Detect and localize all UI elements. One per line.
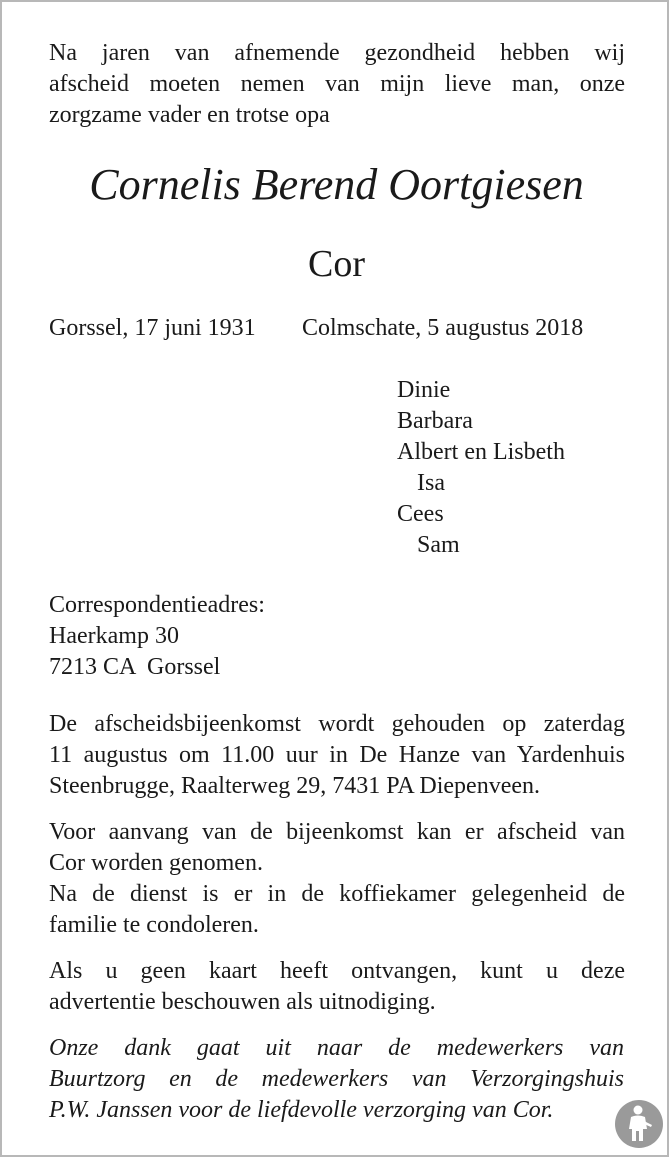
thanks-line: P.W. Janssen voor de liefdevolle verzorging van Cor. (49, 1097, 554, 1123)
deceased-nickname: Cor (308, 243, 365, 285)
family-member: Barbara (397, 408, 473, 434)
intro-line: afscheid moeten nemen van mijn lieve man, onze (49, 71, 625, 97)
birth-place-date: Gorssel, 17 juni 1931 (49, 315, 256, 341)
intro-paragraph (49, 38, 625, 131)
thanks-line: Buurtzorg en de medewerkers van Verzorgingshuis (49, 1066, 624, 1092)
address-label: Correspondentieadres: (49, 592, 265, 618)
invitation-paragraph (49, 956, 625, 1018)
viewing-line: familie te condoleren. (49, 912, 259, 938)
family-member: Dinie (397, 377, 451, 403)
ceremony-line: De afscheidsbijeenkomst wordt gehouden op zaterdag (49, 711, 625, 737)
ceremony-line: 11 augustus om 11.00 uur in De Hanze van Yardenhuis (49, 742, 625, 768)
intro-line: Na jaren van afnemende gezondheid hebben wij (49, 40, 625, 66)
family-member: Albert en Lisbeth (397, 439, 565, 465)
intro-line: zorgzame vader en trotse opa (49, 102, 330, 128)
ceremony-paragraph (49, 709, 625, 802)
deceased-full-name: Cornelis Berend Oortgiesen (89, 160, 584, 209)
family-member: Sam (417, 532, 460, 558)
address-street: Haerkamp 30 (49, 623, 179, 649)
family-member: Isa (417, 470, 445, 496)
family-list (397, 375, 565, 561)
thanks-paragraph (49, 1033, 624, 1126)
ceremony-line: Steenbrugge, Raalterweg 29, 7431 PA Diepenveen. (49, 773, 541, 799)
invitation-line: advertentie beschouwen als uitnodiging. (49, 989, 436, 1015)
address-city: 7213 CA Gorssel (49, 654, 221, 680)
publisher-logo-icon (614, 1099, 664, 1149)
viewing-paragraph (49, 817, 625, 941)
family-member: Cees (397, 501, 444, 527)
viewing-line: Cor worden genomen. (49, 850, 263, 876)
death-place-date: Colmschate, 5 augustus 2018 (302, 315, 584, 341)
correspondence-address (49, 590, 625, 683)
thanks-line: Onze dank gaat uit naar de medewerkers van (49, 1035, 624, 1061)
invitation-line: Als u geen kaart heeft ontvangen, kunt u deze (49, 958, 625, 984)
viewing-line: Voor aanvang van de bijeenkomst kan er afscheid van (49, 819, 625, 845)
viewing-line: Na de dienst is er in de koffiekamer gelegenheid de (49, 881, 625, 907)
